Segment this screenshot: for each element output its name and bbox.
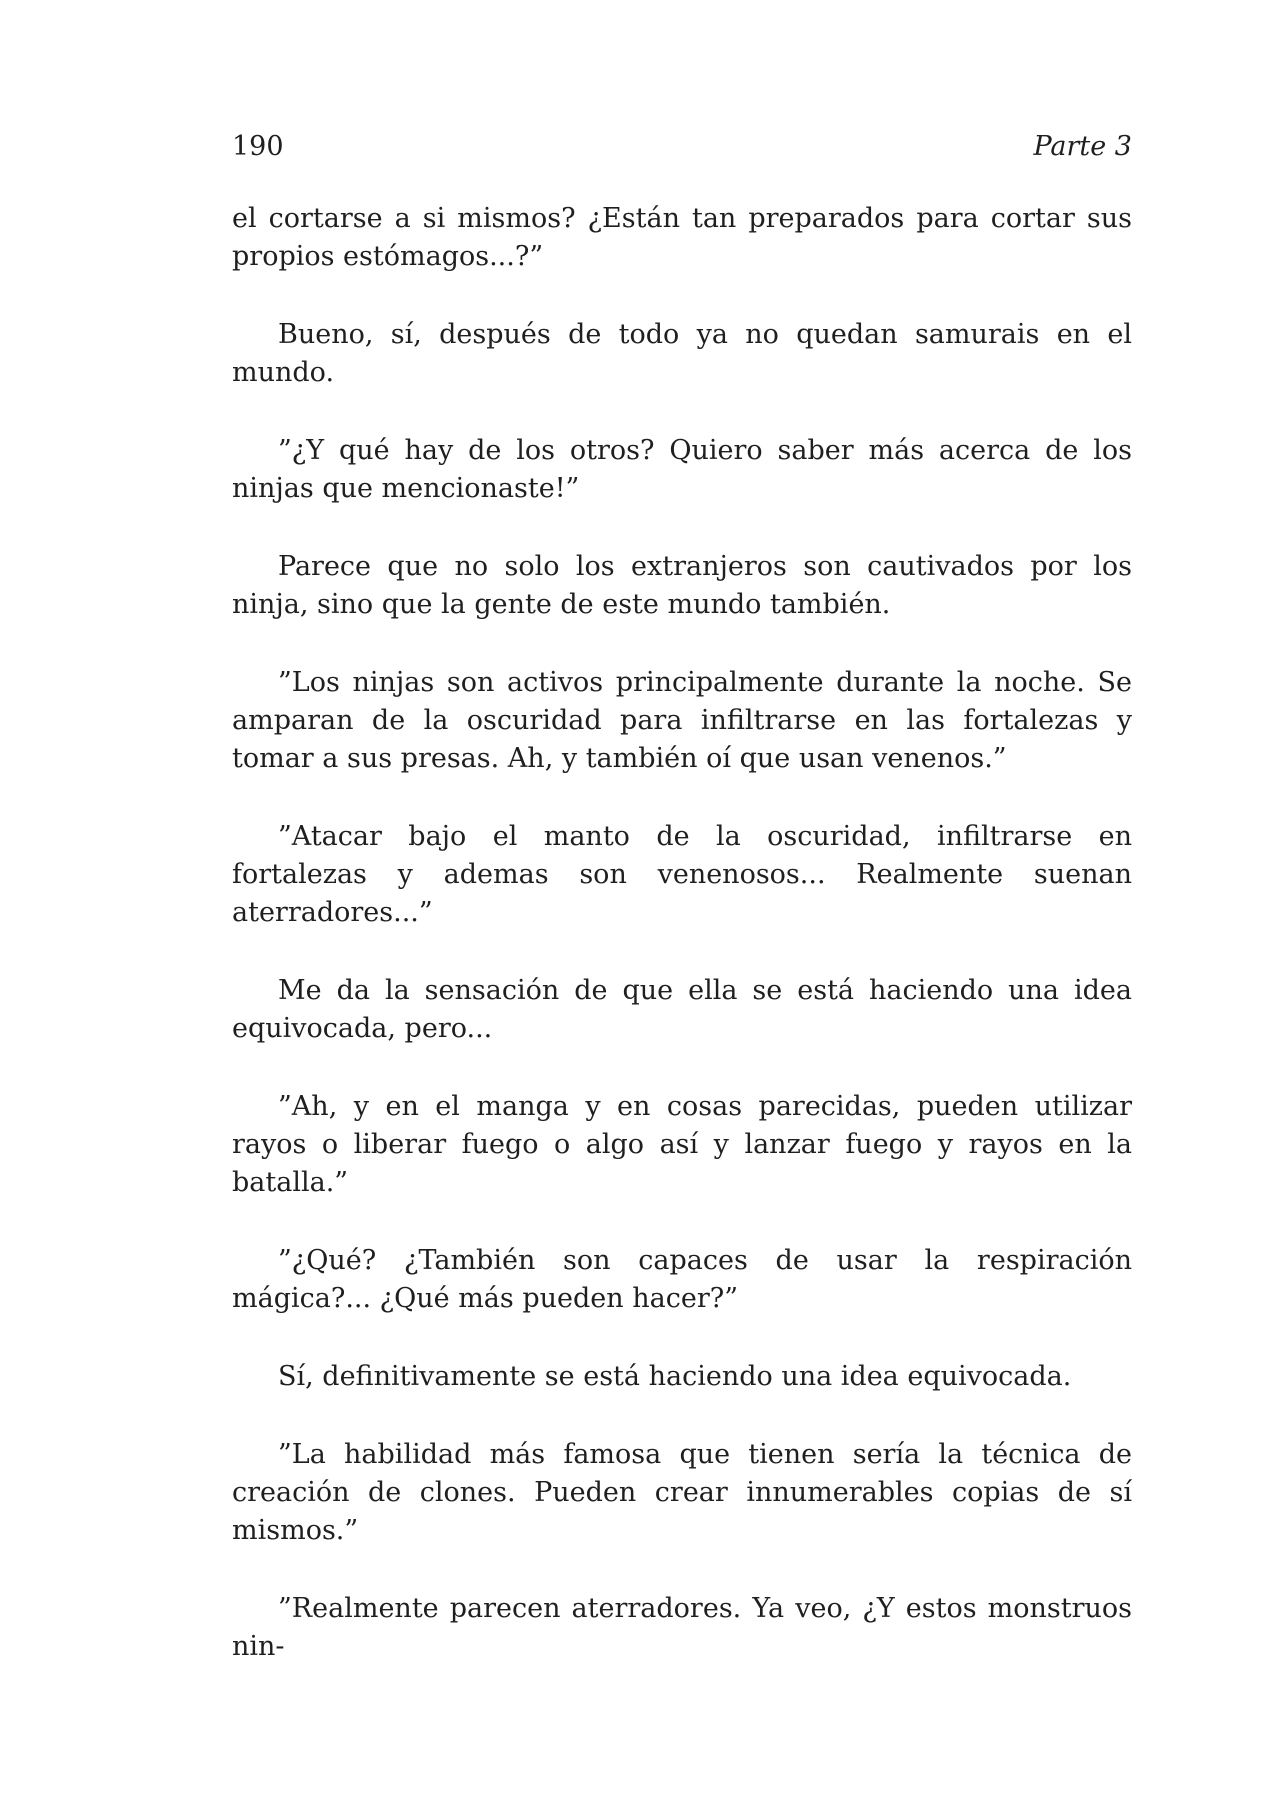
paragraph: Bueno, sí, después de todo ya no quedan samurais en el mundo. [232, 319, 1132, 388]
paragraph: ”Ah, y en el manga y en cosas parecidas, pueden utilizar rayos o liberar fuego o algo así y lanzar fuego y rayos en la batalla.” [232, 1091, 1132, 1198]
paragraph: ”¿Y qué hay de los otros? Quiero saber más acerca de los ninjas que mencionaste!” [232, 435, 1132, 504]
paragraph-continued: el cortarse a si mismos? ¿Están tan preparados para cortar sus propios estómagos...?” [232, 203, 1132, 272]
paragraph: Parece que no solo los extranjeros son cautivados por los ninja, sino que la gente de este mundo también. [232, 551, 1132, 620]
paragraph: ”Los ninjas son activos principalmente durante la noche. Se amparan de la oscuridad para infiltrarse en las fortalezas y tomar a sus presas. Ah, y también oí que usan venenos.” [232, 667, 1132, 774]
paragraph-continues: ”Realmente parecen aterradores. Ya veo, ¿Y estos monstruos nin- [232, 1593, 1132, 1662]
paragraph: Me da la sensación de que ella se está haciendo una idea equivocada, pero... [232, 975, 1132, 1044]
paragraph: Sí, definitivamente se está haciendo una idea equivocada. [278, 1361, 1072, 1392]
page-header [232, 128, 1132, 166]
running-head-part: Parte 3 [1033, 131, 1132, 162]
book-page [232, 128, 1132, 1666]
page-number: 190 [232, 131, 284, 162]
paragraph: ”La habilidad más famosa que tienen sería la técnica de creación de clones. Pueden crear innumerables copias de sí mismos.” [232, 1439, 1132, 1546]
page-body [232, 200, 1132, 1666]
paragraph: ”Atacar bajo el manto de la oscuridad, infiltrarse en fortalezas y ademas son venenosos... Realmente suenan aterradores...” [232, 821, 1132, 928]
paragraph: ”¿Qué? ¿También son capaces de usar la respiración mágica?... ¿Qué más pueden hacer?” [232, 1245, 1132, 1314]
